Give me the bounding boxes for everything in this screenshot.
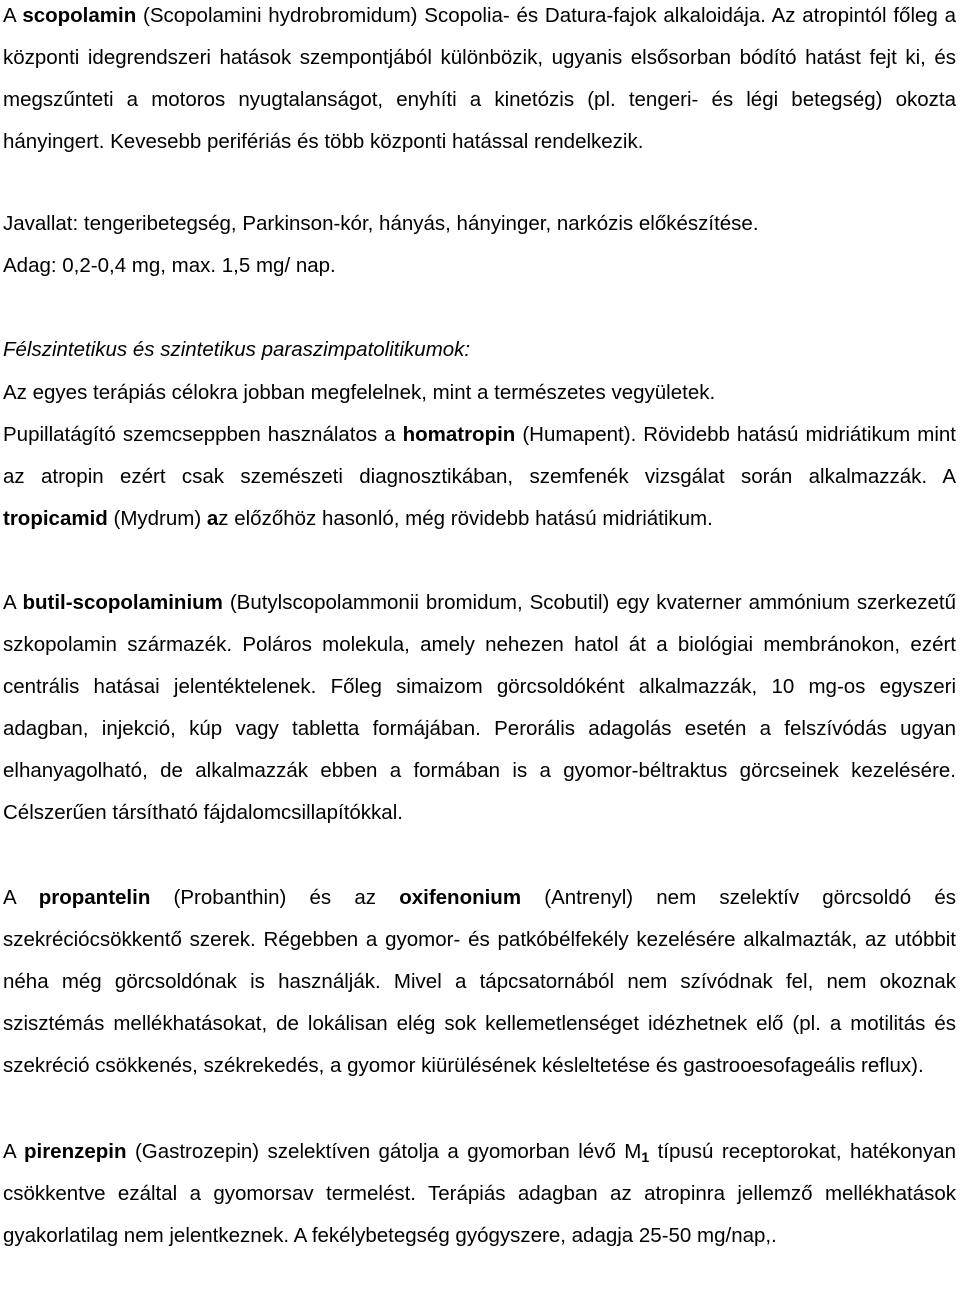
paragraph-pirenzepin <box>3 1131 956 1257</box>
paragraph-propantelin <box>3 877 956 1087</box>
drug-name-oxifenonium: oxifenonium <box>399 886 522 909</box>
text-run: (Gastrozepin) szelektíven gátolja a gyomorban lévő M <box>126 1140 642 1163</box>
text-run: A <box>3 4 23 27</box>
drug-name-propantelin: propantelin <box>38 886 151 909</box>
bold-letter: a <box>206 507 219 531</box>
text-run: A <box>3 886 39 909</box>
text-run: z előzőhöz hasonló, még rövidebb hatású midriátikum. <box>218 507 713 531</box>
subscript: 1 <box>641 1149 650 1165</box>
text-run: típusú receptorokat, hatékonyan csökkentve ezáltal a gyomorsav termelést. Terápiás adagban az atropinra jellemző mellékhatások gyakorlatilag nem jelentkeznek. A fekélybetegség gyógyszere, adagja 25-50 mg/nap,. <box>3 1140 956 1248</box>
text-run: (Probanthin) és az <box>150 886 400 909</box>
text-run: A <box>3 591 23 614</box>
text-run: (Scopolamini hydrobromidum) Scopolia- és Datura-fajok alkaloidája. Az atropintól főleg a központi idegrendszeri hatások szempontjából különbözik, ugyanis elsősorban bódító hatást fejt ki, és megszűnteti a motoros nyugtalanságot, enyhíti a kinetózis (pl. tengeri- és légi betegség) okozta hányingert. Kevesebb perifériás és több központi hatással rendelkezik. <box>3 4 956 154</box>
text-run: (Antrenyl) nem szelektív görcsoldó és szekréciócsökkentő szerek. Régebben a gyomor- és patkóbélfekély kezelésére alkalmazták, az utóbbit néha még görcsoldónak is használják. Mivel a tápcsatornából nem szívódnak fel, nem okoznak szisztémás mellékhatásokat, de lokálisan elég sok kellemetlenséget idézhetnek elő (pl. a motilitás és szekréció csökkenés, székrekedés, a gyomor kiürülésének késleltetése és gastrooesofageális reflux). <box>3 886 956 1078</box>
text-run: A <box>3 1140 24 1163</box>
text-run: (Mydrum) <box>107 507 207 531</box>
paragraph-intro: Az egyes terápiás célokra jobban megfelelnek, mint a természetes vegyületek. <box>3 381 716 404</box>
text-run: (Humapent). Rövidebb hatású midriátikum mint az atropin ezért csak szemészeti diagnosztikában, szemfenék vizsgálat során alkalmazzák. A <box>3 423 957 489</box>
section-heading-text: Félszintetikus és szintetikus paraszimpatolitikumok: <box>3 338 471 361</box>
paragraph-scopolamin <box>3 0 956 163</box>
paragraph-butil-scopolaminium <box>3 582 956 835</box>
drug-name-butil-scopolaminium: butil-scopolaminium <box>22 591 223 614</box>
paragraph-homatropin <box>3 414 956 540</box>
drug-name-scopolamin: scopolamin <box>22 4 137 27</box>
drug-name-homatropin: homatropin <box>402 423 516 446</box>
paragraph-adag: Adag: 0,2-0,4 mg, max. 1,5 mg/ nap. <box>3 254 336 277</box>
drug-name-tropicamid: tropicamid <box>3 507 108 531</box>
paragraph-javallat: Javallat: tengeribetegség, Parkinson-kór, hányás, hányinger, narkózis előkészítése. <box>3 212 759 235</box>
text-run: (Butylscopolammonii bromidum, Scobutil) egy kvaterner ammónium szerkezetű szkopolamin származék. Poláros molekula, amely nehezen hatol át a biológiai membránokon, ezért centrális hatásai jelentéktelenek. Főleg simaizom görcsoldóként alkalmazzák, 10 mg-os egyszeri adagban, injekció, kúp vagy tabletta formájában. Perorális adagolás esetén a felszívódás ugyan elhanyagolható, de alkalmazzák ebben a formában is a gyomor-béltraktus görcseinek kezelésére. Célszerűen társítható fájdalomcsillapítókkal. <box>3 591 956 825</box>
drug-name-pirenzepin: pirenzepin <box>23 1140 127 1163</box>
text-run: Pupillatágító szemcseppben használatos a <box>3 423 403 446</box>
section-heading <box>3 329 470 371</box>
